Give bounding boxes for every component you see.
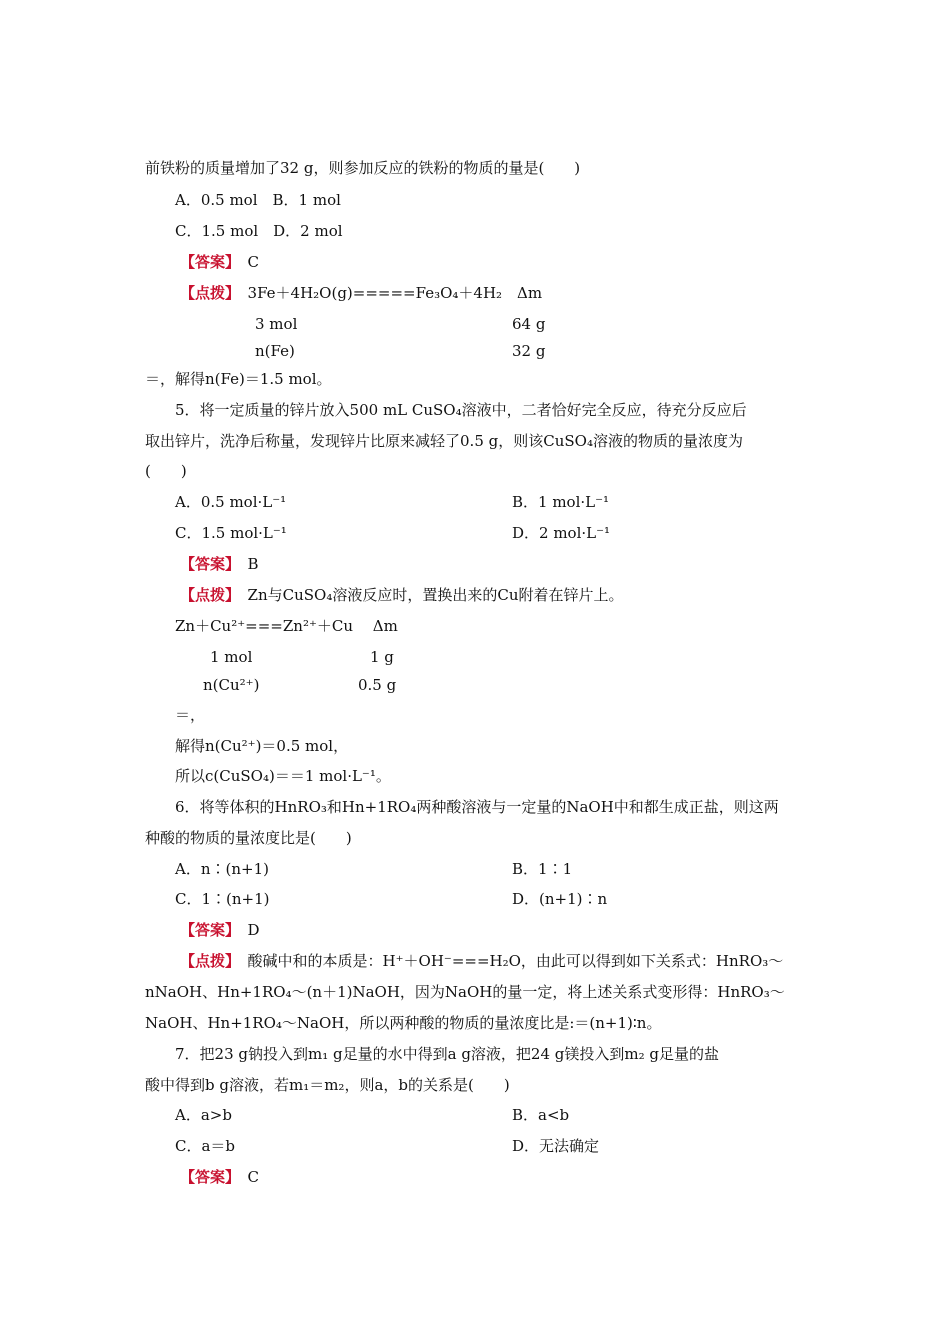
text-line [145,369,332,389]
text-line [512,314,545,334]
line-text: C．a＝b [175,1137,236,1155]
line-text: B．1 mol·L⁻¹ [512,493,610,511]
text-line [180,252,259,272]
text-line [255,341,295,361]
line-text: 种酸的物质的量浓度比是( ) [145,829,352,847]
line-text: C．1.5 mol·L⁻¹ [175,524,287,542]
line-text: ＝，解得n(Fe)＝1.5 mol。 [145,370,332,388]
text-line [145,158,580,178]
line-text: 5．将一定质量的锌片放入500 mL CuSO₄溶液中，二者恰好完全反应，待充分反应后 [175,401,747,419]
line-text: 前铁粉的质量增加了32 g，则参加反应的铁粉的物质的量是( ) [145,159,581,177]
text-line [180,585,623,605]
line-text: B．a<b [512,1106,570,1124]
text-line [145,461,187,481]
text-line [175,859,269,879]
text-line [175,1136,235,1156]
line-text: A．0.5 mol B．1 mol [175,191,341,209]
line-text: NaOH、Hn+1RO₄～NaOH，所以两种酸的物质的量浓度比是:＝(n+1)∶n。 [145,1014,662,1032]
answer-tag: 【点拨】 [180,284,233,302]
line-text: n(Cu²⁺) [203,676,260,694]
text-line [145,1075,510,1095]
text-line [175,797,779,817]
text-line [255,314,297,334]
text-line [175,736,348,756]
answer-tag: 【答案】 [180,1168,233,1186]
line-text: 取出锌片，洗净后称量，发现锌片比原来减轻了0.5 g，则该CuSO₄溶液的物质的量浓度为 [145,432,743,450]
line-text: A．a>b [175,1106,232,1124]
text-line [175,221,343,241]
line-text: 7．把23 g钠投入到m₁ g足量的水中得到a g溶液，把24 g镁投入到m₂ g足量的盐 [175,1045,719,1063]
line-text: nNaOH、Hn+1RO₄～(n＋1)NaOH，因为NaOH的量一定，将上述关系式变形得：HnRO₃～ [145,983,785,1001]
answer-tag: 【答案】 [180,555,233,573]
line-text: C [247,253,260,271]
line-text: A．n∶(n+1) [175,860,269,878]
line-text: n(Fe) [255,342,295,360]
text-line [180,1167,259,1187]
line-text: 6．将等体积的HnRO₃和Hn+1RO₄两种酸溶液与一定量的NaOH中和都生成正盐，则这两 [175,798,779,816]
text-line [512,523,610,543]
line-text: D．2 mol·L⁻¹ [512,524,611,542]
line-text: D．(n+1)∶n [512,890,608,908]
line-text: B [247,555,259,573]
line-text: 解得n(Cu²⁺)＝0.5 mol， [175,737,349,755]
text-line [370,647,394,667]
text-line [180,920,260,940]
text-line [180,951,783,971]
line-text: C [247,1168,260,1186]
text-line [203,675,259,695]
text-line [512,889,607,909]
line-text: D．无法确定 [512,1137,600,1155]
text-line [175,492,286,512]
text-line [512,1136,599,1156]
text-line [175,616,398,636]
line-text: D [247,921,260,939]
text-line [145,828,352,848]
text-line [145,431,743,451]
text-line [145,982,785,1002]
text-line [210,647,252,667]
line-text: 3 mol [255,315,298,333]
text-line [512,1105,569,1125]
line-text: 64 g [512,315,546,333]
line-text: 酸碱中和的本质是：H⁺＋OH⁻===H₂O，由此可以得到如下关系式：HnRO₃～ [247,952,784,970]
text-line [175,190,341,210]
line-text: C．1∶(n+1) [175,890,270,908]
text-line [175,766,391,786]
line-text: Zn与CuSO₄溶液反应时，置换出来的Cu附着在锌片上。 [247,586,624,604]
text-line [175,1105,232,1125]
text-line [180,554,259,574]
line-text: 0.5 g [358,676,397,694]
line-text: ＝， [175,706,206,724]
text-line [358,675,396,695]
line-text: 32 g [512,342,546,360]
answer-tag: 【答案】 [180,253,233,271]
line-text: 所以c(CuSO₄)＝＝1 mol·L⁻¹。 [175,767,391,785]
text-line [175,889,270,909]
line-text: 酸中得到b g溶液，若m₁＝m₂，则a，b的关系是( ) [145,1076,510,1094]
text-line [175,705,205,725]
line-text: 1 mol [210,648,253,666]
line-text: A．0.5 mol·L⁻¹ [175,493,287,511]
text-line [175,1044,719,1064]
answer-tag: 【点拨】 [180,952,233,970]
text-line [175,523,287,543]
text-line [512,859,572,879]
line-text: B．1∶1 [512,860,573,878]
text-line [175,400,747,420]
answer-tag: 【点拨】 [180,586,233,604]
line-text: ( ) [145,462,187,480]
line-text: 1 g [370,648,394,666]
text-line [512,492,609,512]
answer-tag: 【答案】 [180,921,233,939]
text-line [145,1013,661,1033]
line-text: 3Fe＋4H₂O(g)=====Fe₃O₄＋4H₂ Δm [247,284,543,302]
line-text: C．1.5 mol D．2 mol [175,222,343,240]
text-line [180,283,542,303]
line-text: Zn＋Cu²⁺===Zn²⁺＋Cu Δm [175,617,398,635]
text-line [512,341,545,361]
